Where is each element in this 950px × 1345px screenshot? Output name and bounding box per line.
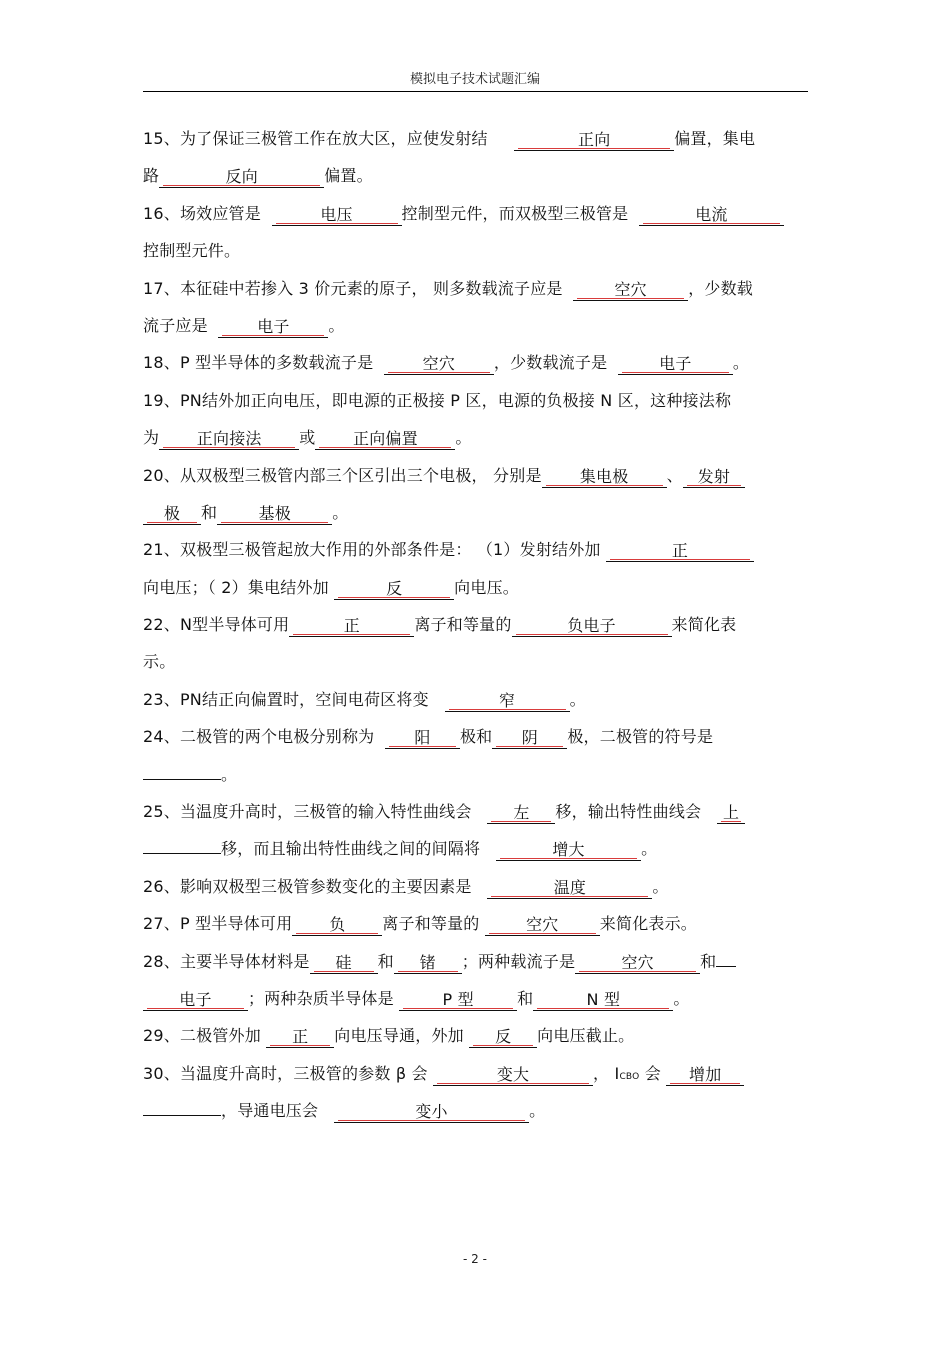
q20-answer2-cont: 极 xyxy=(143,502,201,525)
q24-line2: 。 xyxy=(143,756,815,793)
q18-answer2: 电子 xyxy=(618,352,733,375)
q28-answer4: 电子 xyxy=(143,988,248,1011)
q20-answer2: 发射 xyxy=(683,465,745,488)
q18-answer1: 空穴 xyxy=(384,352,494,375)
q29-line: 29、二极管外加 正 向电压导通，外加 反 向电压截止。 xyxy=(143,1026,635,1047)
q17-answer1: 空穴 xyxy=(573,278,688,301)
q30-answer3: 变小 xyxy=(334,1100,529,1123)
q23-line: 23、PN结正向偏置时，空间电荷区将变 窄 。 xyxy=(143,689,586,710)
q20-line1: 20、从双极型三极管内部三个区引出三个电极， 分别是 集电极 、 发射 xyxy=(143,457,815,494)
q22-line2: 示。 xyxy=(143,652,176,672)
q20-answer1: 集电极 xyxy=(542,465,667,488)
q28-answer6: N 型 xyxy=(533,988,673,1011)
q17-answer2: 电子 xyxy=(218,315,328,338)
q24-answer2: 阴 xyxy=(492,726,567,749)
q22-answer2: 负电子 xyxy=(512,614,672,637)
page-header: 模拟电子技术试题汇编 xyxy=(409,72,540,87)
q15-line2: 路 反向 偏置。 xyxy=(143,166,373,187)
q22-line1: 22、N型半导体可用 正 离子和等量的 负电子 来简化表 xyxy=(143,615,737,636)
q21-answer2: 反 xyxy=(334,577,454,600)
q25-line2: 移，而且输出特性曲线之间的间隔将 增大 。 xyxy=(143,830,815,867)
q28-answer3: 空穴 xyxy=(575,951,700,974)
q28-answer2: 锗 xyxy=(394,951,462,974)
q25-line1: 25、当温度升高时，三极管的输入特性曲线会 左 移，输出特性曲线会 上 xyxy=(143,793,815,830)
q25-answer2-cont xyxy=(143,853,221,854)
q28-line2: 电子 ；两种杂质半导体是 P 型 和 N 型 。 xyxy=(143,980,815,1017)
q27-line: 27、P 型半导体可用 负 离子和等量的 空穴 来简化表示。 xyxy=(143,914,697,935)
page-number: - 2 - xyxy=(463,1252,487,1266)
q23-answer1: 窄 xyxy=(445,689,570,712)
q30-answer2: 增加 xyxy=(666,1063,744,1086)
q27-answer1: 负 xyxy=(292,913,382,936)
q22-answer1: 正 xyxy=(289,614,414,637)
q29-answer2: 反 xyxy=(469,1025,537,1048)
q17-line2: 流子应是 电子 。 xyxy=(143,315,345,336)
q16-line1: 16、场效应管是 电压 控制型元件，而双极型三极管是 电流 xyxy=(143,195,815,232)
q15-answer2: 反向 xyxy=(159,165,324,188)
q21-answer1: 正 xyxy=(606,539,754,562)
q24-answer1: 阳 xyxy=(385,726,460,749)
q15-line1: 15、为了保证三极管工作在放大区，应使发射结 正向 偏置，集电 xyxy=(143,129,756,149)
q25-answer3: 增大 xyxy=(496,838,641,861)
q25-answer1: 左 xyxy=(487,801,555,824)
q30-line1: 30、当温度升高时，三极管的参数 β 会 变大 ， ICBO 会 增加 xyxy=(143,1055,815,1092)
q28-line1: 28、主要半导体材料是 硅 和 锗 ；两种载流子是 空穴 和 xyxy=(143,943,815,980)
q28-answer4-lead xyxy=(716,966,736,967)
q20-line2: 极 和 基极 。 xyxy=(143,494,815,531)
q30-answer2-cont xyxy=(143,1115,221,1116)
q27-answer2: 空穴 xyxy=(485,913,600,936)
q26-line: 26、影响双极型三极管参数变化的主要因素是 温度 。 xyxy=(143,876,669,897)
q19-answer1: 正向接法 xyxy=(159,427,299,450)
q16-answer1: 电压 xyxy=(272,203,402,226)
q25-answer2: 上 xyxy=(717,801,745,824)
q24-line1: 24、二极管的两个电极分别称为 阳 极和 阴 极，二极管的符号是 xyxy=(143,727,714,748)
q16-answer2: 电流 xyxy=(639,203,784,226)
q24-symbol-blank xyxy=(143,779,221,780)
q29-answer1: 正 xyxy=(266,1025,334,1048)
q19-line1: 19、PN结外加正向电压，即电源的正极接 P 区，电源的负极接 N 区，这种接法称 xyxy=(143,390,732,410)
q18-line: 18、P 型半导体的多数载流子是 空穴 ，少数载流子是 电子 。 xyxy=(143,353,750,374)
q19-answer2: 正向偏置 xyxy=(315,427,455,450)
q15-answer1: 正向 xyxy=(514,128,674,151)
q16-line2: 控制型元件。 xyxy=(143,241,241,261)
q20-answer3: 基极 xyxy=(217,502,332,525)
q26-answer1: 温度 xyxy=(487,876,652,899)
q30-line2: ，导通电压会 变小 。 xyxy=(143,1092,815,1129)
q21-line1: 21、双极型三极管起放大作用的外部条件是： （1）发射结外加 正 xyxy=(143,531,815,568)
q19-line2: 为 正向接法 或 正向偏置 。 xyxy=(143,428,472,449)
q28-answer5: P 型 xyxy=(399,988,517,1011)
question-list xyxy=(143,120,815,1130)
q21-line2: 向电压；（ 2）集电结外加 反 向电压。 xyxy=(143,577,519,598)
header-rule xyxy=(143,91,808,92)
q17-line1: 17、本征硅中若掺入 3 价元素的原子， 则多数载流子应是 空穴 ，少数载 xyxy=(143,278,753,299)
q30-answer1: 变大 xyxy=(433,1063,593,1086)
q28-answer1: 硅 xyxy=(310,951,378,974)
